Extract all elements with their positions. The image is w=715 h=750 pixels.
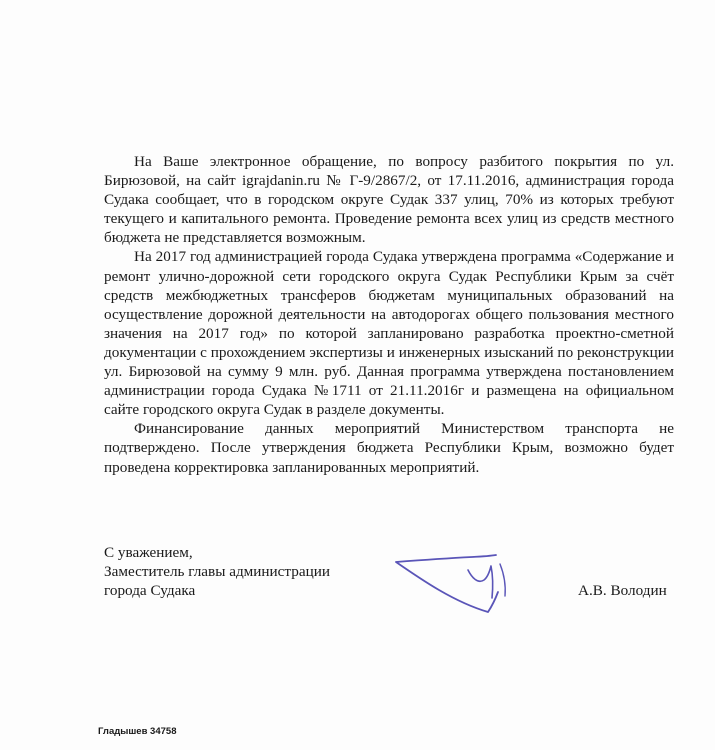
executor-note: Гладышев 34758 [98, 726, 177, 737]
closing-block [104, 543, 330, 600]
letter-body [104, 152, 674, 477]
paragraph-financing: Финансирование данных мероприятий Министерством транспорта не подтверждено. После утверждения бюджета Республики Крым, возможно будет проведена корректировка запланированных мероприятий. [104, 420, 674, 476]
signer-position: Заместитель главы администрации [104, 563, 330, 580]
paragraph-program-info: На 2017 год администрацией города Судака утверждена программа «Содержание и ремонт улично-дорожной сети городского округа Судак Республики Крым за счёт средств межбюджетных трансферов бюджетам муниципальных образований на осуществление дорожной деятельности на автодорогах общего пользования местного значения на 2017 год» по которой запланировано разработка проектно-сметной документации с прохождением экспертизы и инженерных изысканий по реконструкции ул. Бирюзовой на сумму 9 млн. руб. Данная программа утверждена постановлением администрации города Судака №1711 от 21.11.2016г и размещена на официальном сайте городского округа Судак в разделе документы. [104, 248, 674, 419]
signer-organization: города Судака [104, 582, 196, 599]
handwritten-signature [392, 540, 522, 620]
paragraph-appeal-response: На Ваше электронное обращение, по вопросу разбитого покрытия по ул. Бирюзовой, на сайт igrajdanin.ru № Г-9/2867/2, от 17.11.2016, администрация города Судака сообщает, что в городском округе Судак 337 улиц, 70% из которых требуют текущего и капитального ремонта. Проведение ремонта всех улиц из средств местного бюджета не представляется возможным. [104, 153, 674, 247]
signer-name: А.В. Володин [578, 582, 667, 599]
closing-greeting: С уважением, [104, 544, 193, 561]
